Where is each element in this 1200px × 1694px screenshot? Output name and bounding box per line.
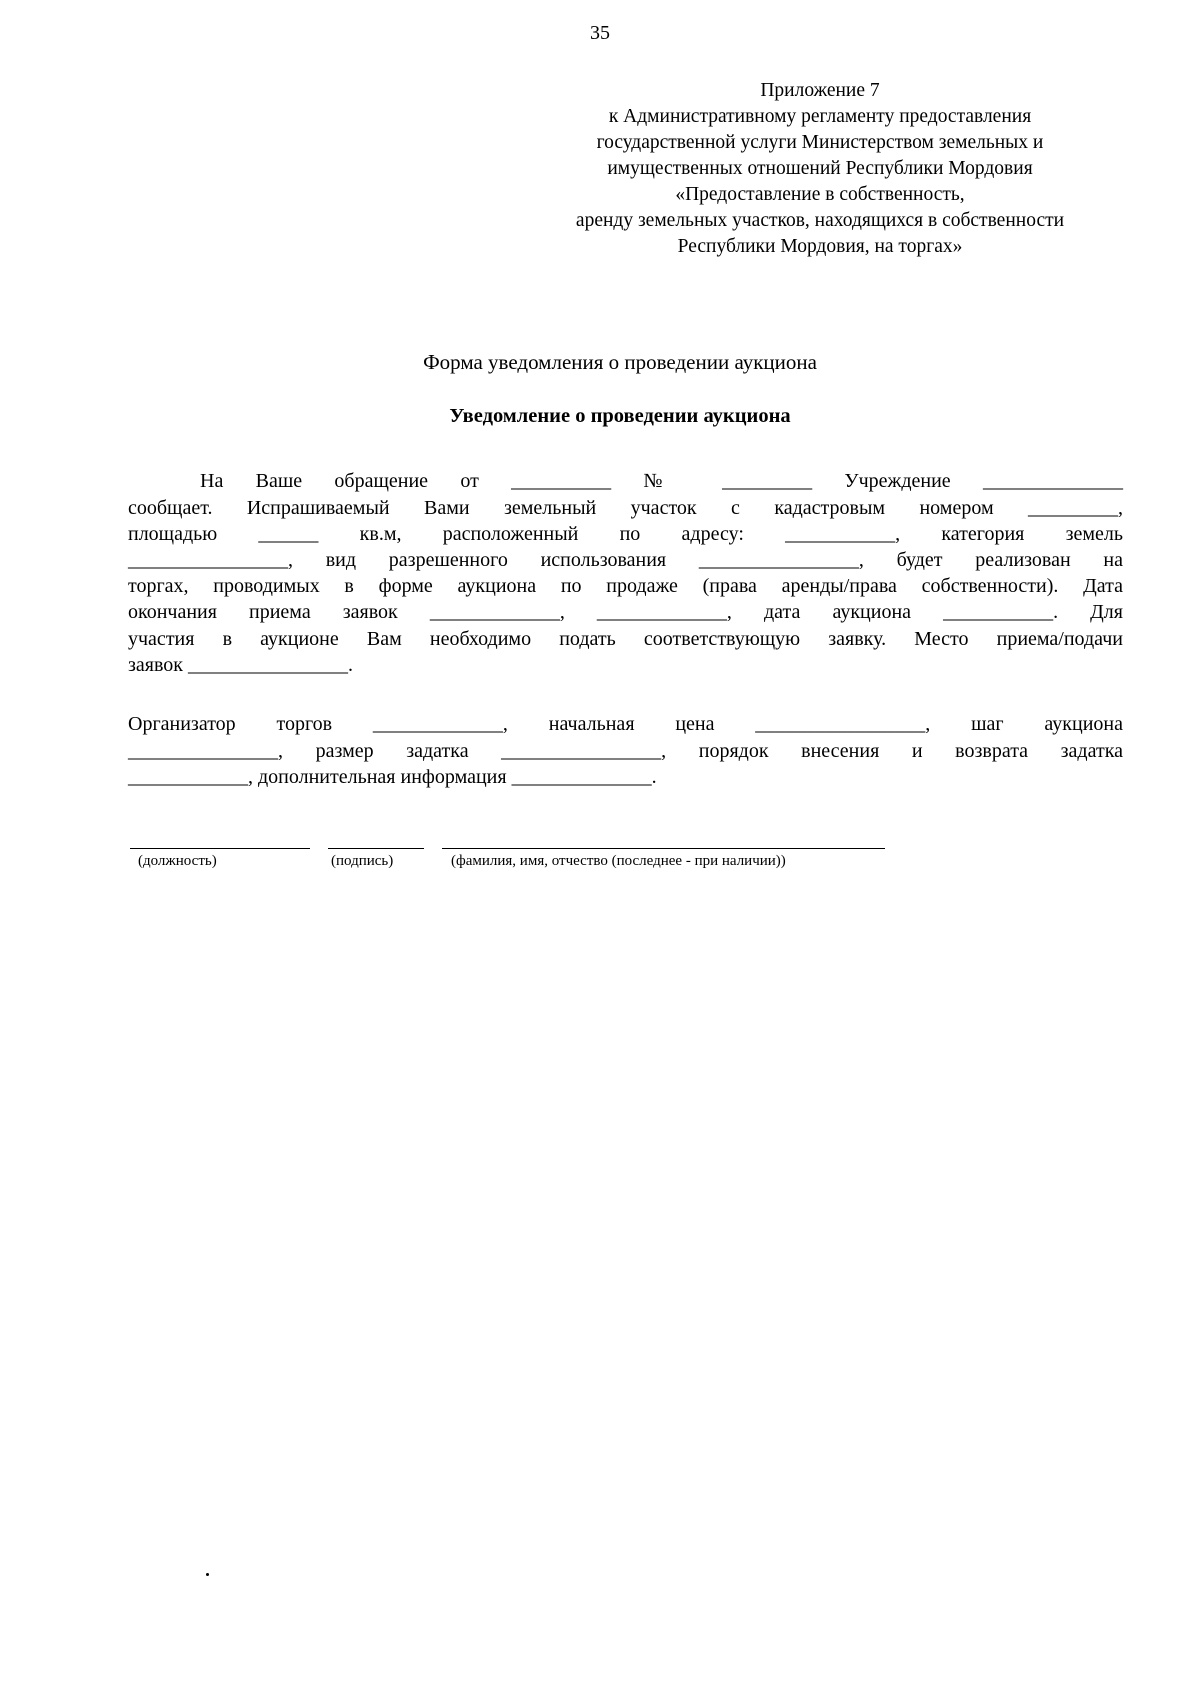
- signature-label: (подпись): [331, 853, 394, 869]
- body-line: ________________, вид разрешенного использования ________________, будет реализован на: [128, 549, 1123, 571]
- organizer-line: Организатор торгов _____________, начальная цена _________________, шаг аукциона: [128, 713, 1123, 735]
- scan-mark: [206, 1573, 209, 1576]
- body-line: заявок ________________.: [128, 654, 353, 676]
- body-line: окончания приема заявок _____________, _____________, дата аукциона ___________. Для: [128, 601, 1123, 623]
- body-line: На Ваше обращение от __________ № _________ Учреждение ______________: [200, 470, 1123, 492]
- appendix-line: аренду земельных участков, находящихся в собственности: [575, 210, 1065, 231]
- position-signature-line: [130, 848, 310, 849]
- body-line: торгах, проводимых в форме аукциона по продаже (права аренды/права собственности). Дата: [128, 575, 1123, 597]
- position-label: (должность): [138, 853, 217, 869]
- body-line: площадью ______ кв.м, расположенный по адресу: ___________, категория земель: [128, 523, 1123, 545]
- signature-line: [328, 848, 424, 849]
- appendix-line: государственной услуги Министерством земельных и: [596, 132, 1044, 153]
- body-line: участия в аукционе Вам необходимо подать соответствующую заявку. Место приема/подачи: [128, 628, 1123, 650]
- appendix-line: к Административному регламенту предоставления: [608, 106, 1032, 127]
- appendix-block: [510, 78, 1130, 260]
- document-heading: Уведомление о проведении аукциона: [449, 405, 791, 427]
- name-signature-line: [442, 848, 885, 849]
- organizer-line: _______________, размер задатка ________________, порядок внесения и возврата задатка: [128, 740, 1123, 762]
- appendix-line: «Предоставление в собственность,: [675, 184, 965, 205]
- page-number: 35: [590, 22, 610, 44]
- name-label: (фамилия, имя, отчество (последнее - при наличии)): [451, 853, 786, 869]
- appendix-line: Республики Мордовия, на торгах»: [677, 236, 963, 257]
- appendix-line: имущественных отношений Республики Мордовия: [607, 158, 1033, 179]
- body-line: сообщает. Испрашиваемый Вами земельный участок с кадастровым номером _________,: [128, 497, 1123, 519]
- appendix-line: Приложение 7: [760, 80, 880, 101]
- organizer-line: ____________, дополнительная информация ______________.: [128, 766, 657, 788]
- form-title: Форма уведомления о проведении аукциона: [423, 350, 817, 374]
